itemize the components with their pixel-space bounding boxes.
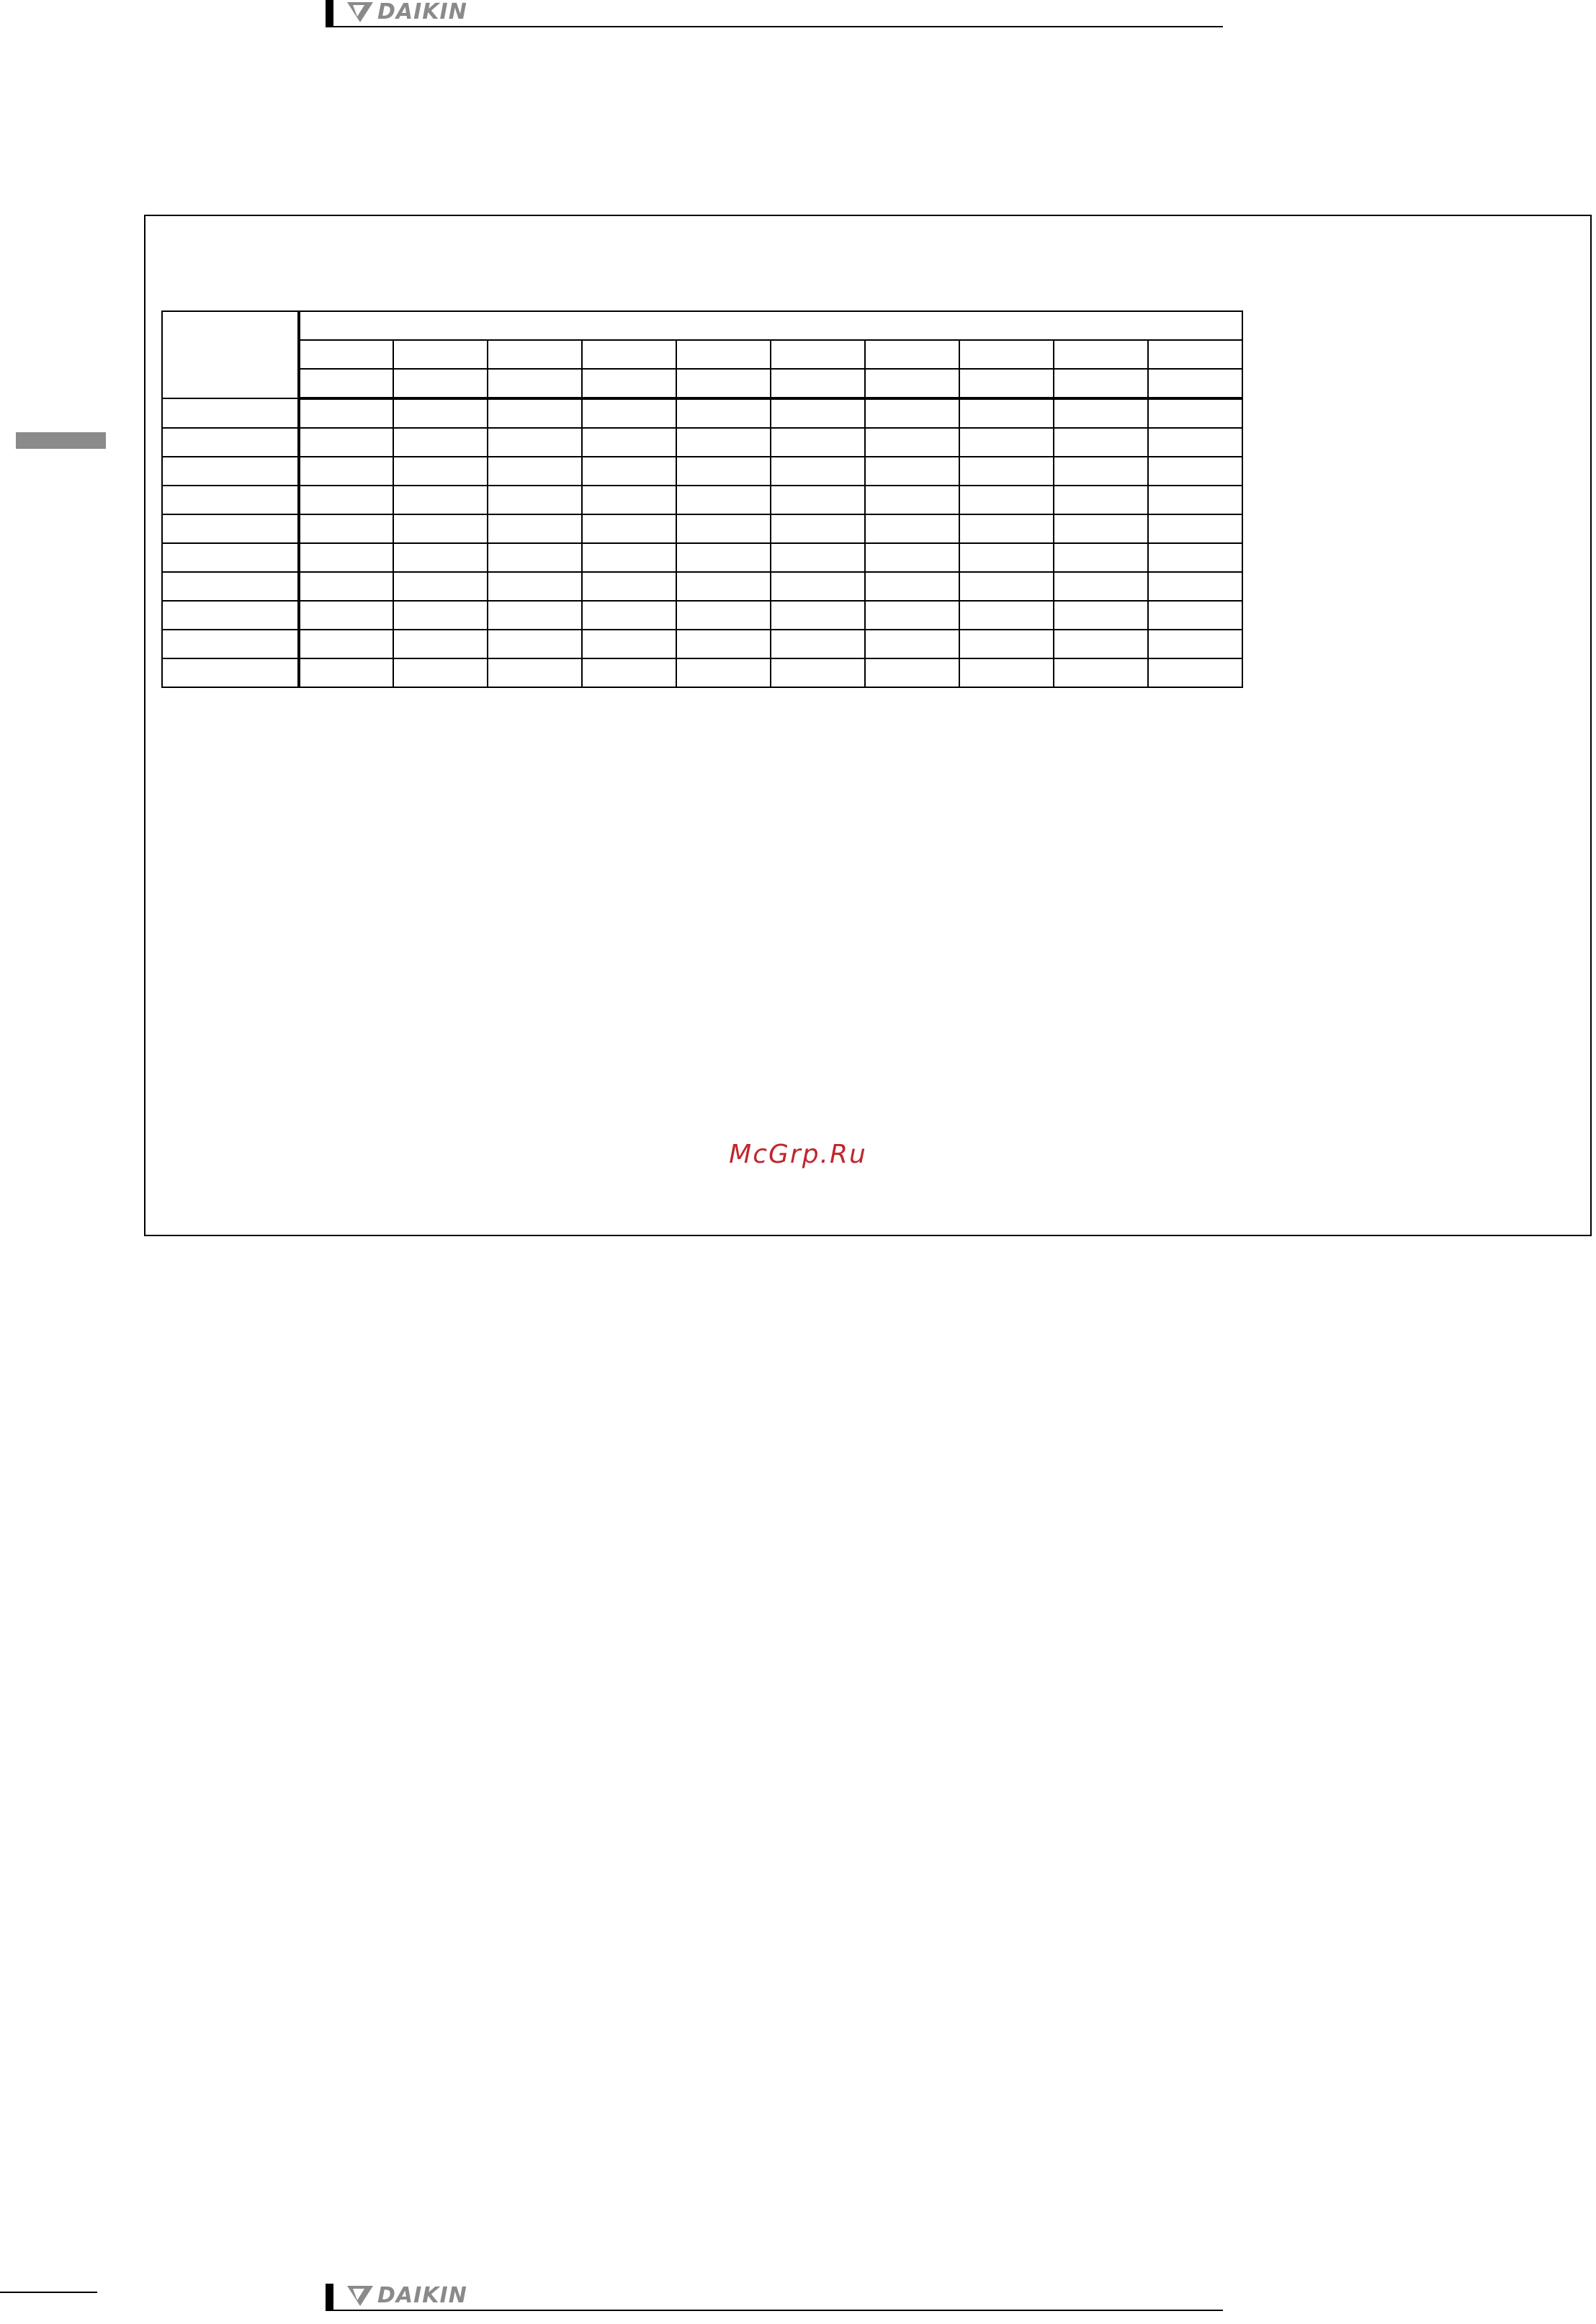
- table-header-cell: [771, 340, 865, 369]
- table-cell: [582, 630, 676, 658]
- table-cell: [865, 398, 959, 428]
- table-cell: [771, 514, 865, 543]
- table-header-cell: [488, 369, 582, 398]
- table-cell: [582, 457, 676, 486]
- table-cell: [865, 658, 959, 687]
- table-cell: [865, 457, 959, 486]
- table-cell: [299, 457, 393, 486]
- table-cell: [771, 398, 865, 428]
- table-row-label-cell: [162, 486, 299, 514]
- header-brand-text: DAIKIN: [377, 0, 467, 24]
- table-cell: [959, 514, 1054, 543]
- table-cell: [299, 572, 393, 601]
- table-cell: [582, 514, 676, 543]
- footer-black-mark: [326, 2284, 333, 2311]
- table-cell: [676, 658, 771, 687]
- table-cell: [393, 572, 488, 601]
- table-cell: [1054, 658, 1148, 687]
- table-cell: [393, 398, 488, 428]
- table-cell: [488, 398, 582, 428]
- footer-brand-text: DAIKIN: [377, 2283, 467, 2308]
- table-cell: [299, 630, 393, 658]
- table-cell: [676, 543, 771, 572]
- table-cell: [771, 486, 865, 514]
- table-cell: [582, 398, 676, 428]
- table-cell: [676, 398, 771, 428]
- footer-rule: [333, 2310, 1223, 2311]
- table-header-row: [162, 369, 1242, 398]
- daikin-triangle-logo-icon: [347, 2, 373, 22]
- table-cell: [865, 514, 959, 543]
- table-cell: [1148, 398, 1242, 428]
- table-row: [162, 457, 1242, 486]
- table-cell: [1148, 428, 1242, 457]
- table-cell: [1054, 630, 1148, 658]
- table-cell: [676, 630, 771, 658]
- table-cell: [1054, 543, 1148, 572]
- table-cell: [393, 630, 488, 658]
- table-cell: [1148, 601, 1242, 630]
- table-row: [162, 543, 1242, 572]
- table-row-label-cell: [162, 572, 299, 601]
- table-cell: [582, 428, 676, 457]
- table-cell: [1148, 457, 1242, 486]
- watermark-text: McGrp.Ru: [729, 1140, 867, 1169]
- table-cell: [1148, 630, 1242, 658]
- header-rule: [333, 26, 1223, 27]
- table-cell: [865, 630, 959, 658]
- table-cell: [299, 514, 393, 543]
- table-cell: [959, 543, 1054, 572]
- table-cell: [865, 428, 959, 457]
- table-header-cell: [1054, 369, 1148, 398]
- table-cell: [676, 572, 771, 601]
- table-header-cell: [676, 369, 771, 398]
- table-cell: [1054, 398, 1148, 428]
- table-header-cell: [865, 369, 959, 398]
- table-header-cell: [582, 340, 676, 369]
- table-cell: [488, 658, 582, 687]
- table-cell: [771, 658, 865, 687]
- table-cell: [676, 486, 771, 514]
- table-cell: [959, 572, 1054, 601]
- table-cell: [393, 428, 488, 457]
- table-corner-cell: [162, 311, 299, 398]
- table-cell: [488, 428, 582, 457]
- table-cell: [676, 601, 771, 630]
- table-row-label-cell: [162, 601, 299, 630]
- table-cell: [959, 658, 1054, 687]
- section-side-tab: [16, 432, 106, 449]
- table-row: [162, 630, 1242, 658]
- table-header-row: [162, 340, 1242, 369]
- table-row: [162, 398, 1242, 428]
- table-cell: [488, 572, 582, 601]
- table-row-label-cell: [162, 630, 299, 658]
- table-header-cell: [299, 340, 393, 369]
- table-cell: [582, 658, 676, 687]
- header-logo: [347, 1, 467, 23]
- table-header-cell: [393, 340, 488, 369]
- table-header-cell: [959, 340, 1054, 369]
- table-cell: [1054, 514, 1148, 543]
- table-cell: [865, 486, 959, 514]
- table-cell: [676, 457, 771, 486]
- table-cell: [1054, 572, 1148, 601]
- table-header-cell: [582, 369, 676, 398]
- table-header-cell: [676, 340, 771, 369]
- table-cell: [582, 543, 676, 572]
- table-cell: [1054, 601, 1148, 630]
- table-cell: [488, 486, 582, 514]
- table-row: [162, 514, 1242, 543]
- table-cell: [488, 543, 582, 572]
- table-cell: [299, 601, 393, 630]
- table-cell: [771, 543, 865, 572]
- table-header-cell: [393, 369, 488, 398]
- table-cell: [488, 457, 582, 486]
- page-footer: [326, 2284, 1223, 2311]
- table-cell: [299, 543, 393, 572]
- table-body: [162, 398, 1242, 687]
- table-row-label-cell: [162, 398, 299, 428]
- table-row-label-cell: [162, 658, 299, 687]
- table-row: [162, 486, 1242, 514]
- table-cell: [393, 514, 488, 543]
- table-cell: [488, 630, 582, 658]
- table-row-label-cell: [162, 514, 299, 543]
- table-row: [162, 601, 1242, 630]
- table-cell: [299, 486, 393, 514]
- table-cell: [959, 428, 1054, 457]
- table-cell: [676, 428, 771, 457]
- table-cell: [771, 428, 865, 457]
- table-cell: [393, 601, 488, 630]
- table-cell: [865, 543, 959, 572]
- table-cell: [771, 601, 865, 630]
- footer-logo: [347, 2285, 467, 2307]
- table-cell: [299, 428, 393, 457]
- table-cell: [1148, 514, 1242, 543]
- table-cell: [865, 601, 959, 630]
- daikin-triangle-logo-icon: [347, 2286, 373, 2306]
- table-cell: [771, 572, 865, 601]
- table-cell: [1054, 486, 1148, 514]
- table-header-row: [162, 311, 1242, 340]
- table-cell: [959, 398, 1054, 428]
- table-cell: [299, 658, 393, 687]
- table-cell: [771, 457, 865, 486]
- table-cell: [959, 457, 1054, 486]
- table-cell: [299, 398, 393, 428]
- table-cell: [1148, 486, 1242, 514]
- table-row-label-cell: [162, 428, 299, 457]
- table-cell: [1054, 428, 1148, 457]
- table-header-cell: [1148, 369, 1242, 398]
- table-cell: [582, 572, 676, 601]
- table-cell: [959, 630, 1054, 658]
- table-cell: [1148, 543, 1242, 572]
- table-cell: [488, 514, 582, 543]
- table-header-cell: [299, 369, 393, 398]
- table-header-cell: [959, 369, 1054, 398]
- table-cell: [582, 601, 676, 630]
- table-header-cell: [1148, 340, 1242, 369]
- table-cell: [393, 658, 488, 687]
- table-row-label-cell: [162, 543, 299, 572]
- table-cell: [488, 601, 582, 630]
- page-header: [326, 0, 1223, 27]
- table-cell: [771, 630, 865, 658]
- table-cell: [865, 572, 959, 601]
- table-row: [162, 572, 1242, 601]
- table-cell: [1054, 457, 1148, 486]
- spec-table: [161, 310, 1243, 688]
- table-cell: [582, 486, 676, 514]
- table-row: [162, 428, 1242, 457]
- table-header-cell: [299, 311, 1242, 340]
- header-black-mark: [326, 0, 333, 27]
- table-header-cell: [488, 340, 582, 369]
- table-header-cell: [1054, 340, 1148, 369]
- table-header-cell: [865, 340, 959, 369]
- table-cell: [959, 601, 1054, 630]
- table-cell: [1148, 572, 1242, 601]
- footer-left-rule: [0, 2292, 97, 2293]
- table-row: [162, 658, 1242, 687]
- table-cell: [959, 486, 1054, 514]
- table-header-cell: [771, 369, 865, 398]
- table-row-label-cell: [162, 457, 299, 486]
- table-cell: [1148, 658, 1242, 687]
- table-cell: [393, 486, 488, 514]
- table-cell: [393, 543, 488, 572]
- table-cell: [393, 457, 488, 486]
- table-cell: [676, 514, 771, 543]
